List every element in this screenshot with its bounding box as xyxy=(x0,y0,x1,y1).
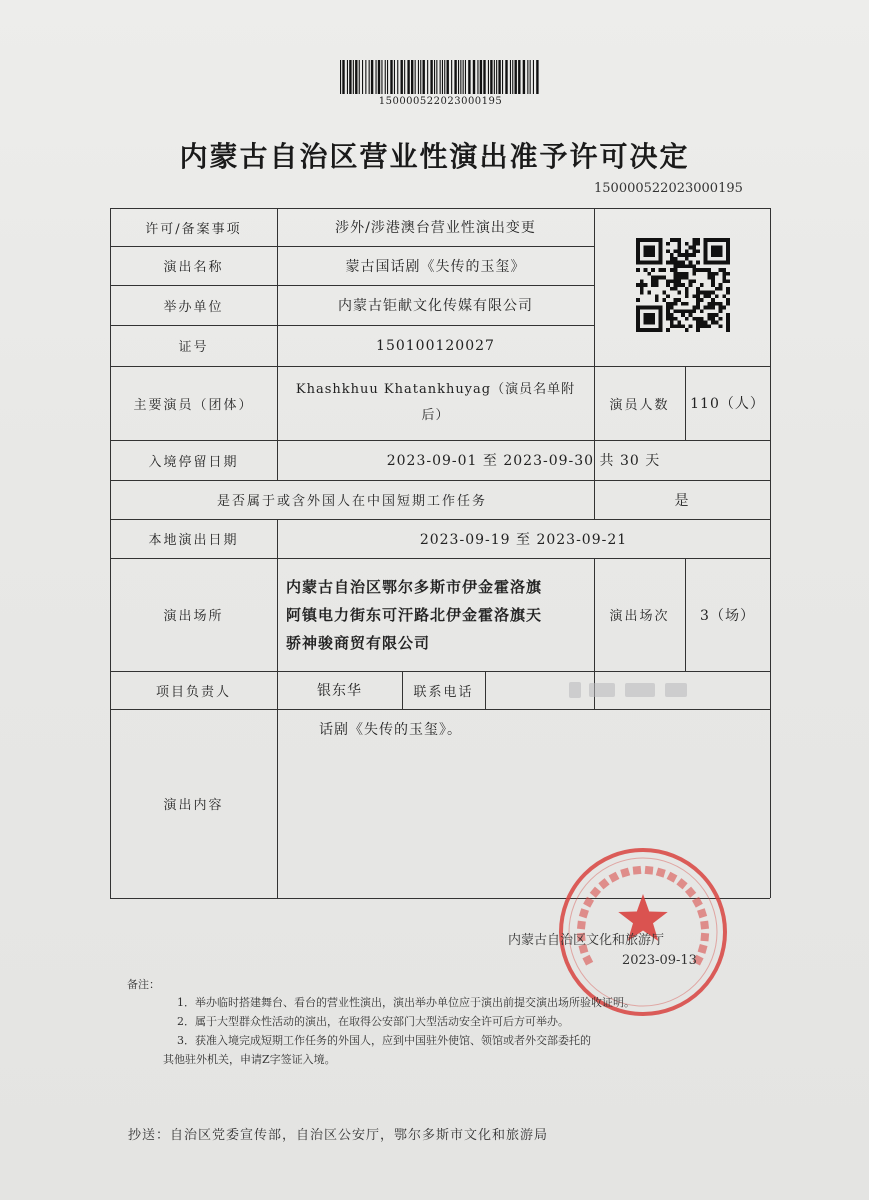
stay-dates-label: 入境停留日期 xyxy=(148,454,239,470)
venue-value xyxy=(277,558,594,671)
organizer-value: 内蒙古钜献文化传媒有限公司 xyxy=(338,298,533,314)
foreign-work-label: 是否属于或含外国人在中国短期工作任务 xyxy=(216,494,487,509)
performers-value xyxy=(277,366,594,440)
local-dates-label: 本地演出日期 xyxy=(148,533,239,548)
permit-number-value: 150100120027 xyxy=(376,337,495,354)
document-number: 150000522023000195 xyxy=(594,181,743,196)
carbon-copy-line: 抄送：自治区党委宣传部，自治区公安厅，鄂尔多斯市文化和旅游局 xyxy=(128,1128,549,1143)
remark-item-3: 3．获准入境完成短期工作任务的外国人，应到中国驻外使馆、领馆或者外交部委托的 xyxy=(177,1034,591,1047)
manager-label: 项目负责人 xyxy=(155,684,231,700)
performers-line-1: Khashkhuu Khatankhuyag（演员名单附 xyxy=(295,382,576,397)
barcode xyxy=(338,60,543,94)
venue-line-2: 阿镇电力街东可汗路北伊金霍洛旗天 xyxy=(286,605,543,624)
performers-label: 主要演员（团体） xyxy=(133,397,254,413)
phone-value-redacted xyxy=(485,671,770,709)
issuing-authority: 内蒙古自治区文化和旅游厅 xyxy=(508,933,665,948)
content-value: 话剧《失传的玉玺》。 xyxy=(319,722,462,738)
show-name-value: 蒙古国话剧《失传的玉玺》 xyxy=(345,258,526,275)
stay-dates-value: 2023-09-01 至 2023-09-30 共 30 天 xyxy=(386,453,661,469)
show-count-label: 演出场次 xyxy=(609,609,670,624)
permit-type-value: 涉外/涉港澳台营业性演出变更 xyxy=(335,220,536,236)
manager-value: 银东华 xyxy=(317,683,362,699)
remark-item-2: 2．属于大型群众性活动的演出，在取得公安部门大型活动安全许可后方可举办。 xyxy=(177,1015,569,1028)
permit-number-label: 证号 xyxy=(178,340,209,355)
show-name-label: 演出名称 xyxy=(163,260,224,275)
document-title: 内蒙古自治区营业性演出准予许可决定 xyxy=(179,140,690,173)
remark-item-1: 1．举办临时搭建舞台、看台的营业性演出，演出举办单位应于演出前提交演出场所验收证明。 xyxy=(177,996,635,1009)
remarks-head: 备注： xyxy=(127,978,160,991)
performer-count-value: 110（人） xyxy=(690,396,765,412)
performers-line-2: 后） xyxy=(421,408,450,423)
performer-count-label: 演员人数 xyxy=(609,397,670,413)
content-label: 演出内容 xyxy=(163,798,224,813)
barcode-number: 150000522023000195 xyxy=(378,96,503,107)
venue-label: 演出场所 xyxy=(163,609,224,624)
phone-label: 联系电话 xyxy=(413,684,474,700)
qr-code xyxy=(636,238,730,332)
issue-date: 2023-09-13 xyxy=(622,953,697,968)
venue-line-1: 内蒙古自治区鄂尔多斯市伊金霍洛旗 xyxy=(286,577,543,596)
local-dates-value: 2023-09-19 至 2023-09-21 xyxy=(419,531,628,548)
foreign-work-value: 是 xyxy=(674,492,690,509)
show-count-value: 3（场） xyxy=(700,607,755,624)
remark-item-3-cont: 其他驻外机关，申请Z字签证入境。 xyxy=(163,1053,336,1066)
permit-type-label: 许可/备案事项 xyxy=(145,221,242,237)
organizer-label: 举办单位 xyxy=(163,299,224,315)
venue-line-3: 骄神骏商贸有限公司 xyxy=(286,633,431,652)
